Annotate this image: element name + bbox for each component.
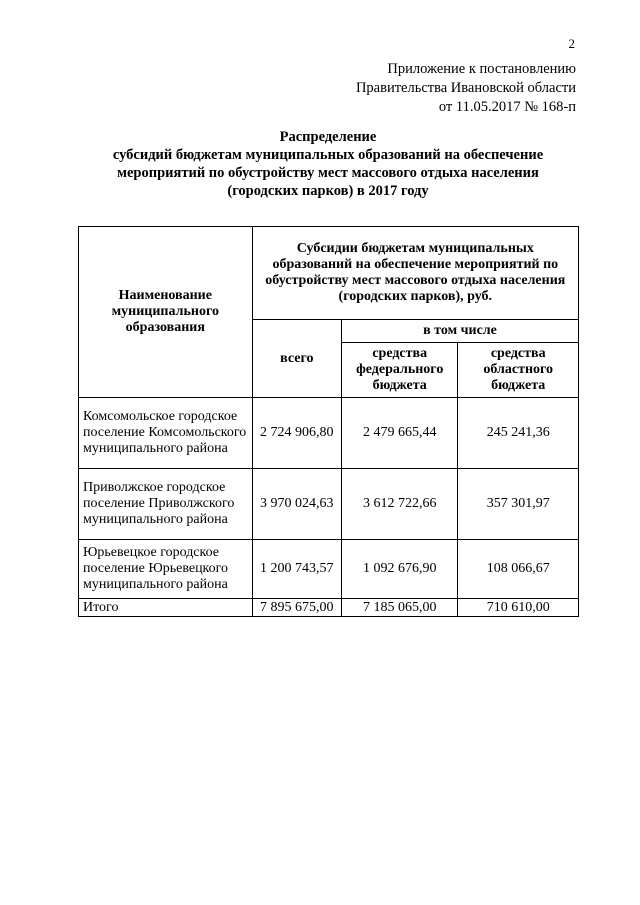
appendix-line: Правительства Ивановской области bbox=[355, 80, 576, 96]
municipality-name: Юрьевецкое городское поселение Юрьевецкого муниципального района bbox=[79, 540, 253, 599]
municipality-name: Комсомольское городское поселение Комсомольского муниципального района bbox=[79, 398, 253, 469]
header-total: всего bbox=[252, 320, 341, 398]
table-header-row bbox=[79, 227, 579, 320]
title-line: субсидий бюджетам муниципальных образований на обеспечение bbox=[112, 147, 544, 163]
header-federal: средства федерального бюджета bbox=[341, 343, 457, 398]
table-row bbox=[79, 540, 579, 599]
regional-amount: 245 241,36 bbox=[458, 398, 579, 469]
total-amount: 3 970 024,63 bbox=[252, 469, 341, 540]
total-amount: 7 895 675,00 bbox=[252, 599, 341, 617]
total-amount: 1 200 743,57 bbox=[252, 540, 341, 599]
table-row bbox=[79, 469, 579, 540]
appendix-line: от 11.05.2017 № 168-п bbox=[438, 99, 576, 115]
distribution-table bbox=[78, 226, 579, 617]
federal-amount: 3 612 722,66 bbox=[341, 469, 457, 540]
table-total-row bbox=[79, 599, 579, 617]
title-line: Распределение bbox=[279, 129, 377, 145]
header-regional: средства областного бюджета bbox=[458, 343, 579, 398]
title-line: мероприятий по обустройству мест массового отдыха населения bbox=[117, 165, 539, 181]
total-label: Итого bbox=[79, 599, 253, 617]
municipality-name: Приволжское городское поселение Приволжского муниципального района bbox=[79, 469, 253, 540]
total-amount: 2 724 906,80 bbox=[252, 398, 341, 469]
header-subsidy: Субсидии бюджетам муниципальных образований на обеспечение мероприятий по обустройству мест массового отдыха населения (городских парков), руб. bbox=[252, 227, 578, 320]
regional-amount: 108 066,67 bbox=[458, 540, 579, 599]
header-municipality: Наименование муниципального образования bbox=[79, 227, 253, 398]
federal-amount: 7 185 065,00 bbox=[341, 599, 457, 617]
appendix-note bbox=[276, 60, 576, 117]
federal-amount: 1 092 676,90 bbox=[341, 540, 457, 599]
page-number: 2 bbox=[568, 36, 575, 51]
table-row bbox=[79, 398, 579, 469]
document-title bbox=[78, 128, 578, 200]
regional-amount: 357 301,97 bbox=[458, 469, 579, 540]
regional-amount: 710 610,00 bbox=[458, 599, 579, 617]
federal-amount: 2 479 665,44 bbox=[341, 398, 457, 469]
header-including: в том числе bbox=[341, 320, 578, 343]
appendix-line: Приложение к постановлению bbox=[387, 61, 576, 77]
title-line: (городских парков) в 2017 году bbox=[227, 183, 429, 199]
